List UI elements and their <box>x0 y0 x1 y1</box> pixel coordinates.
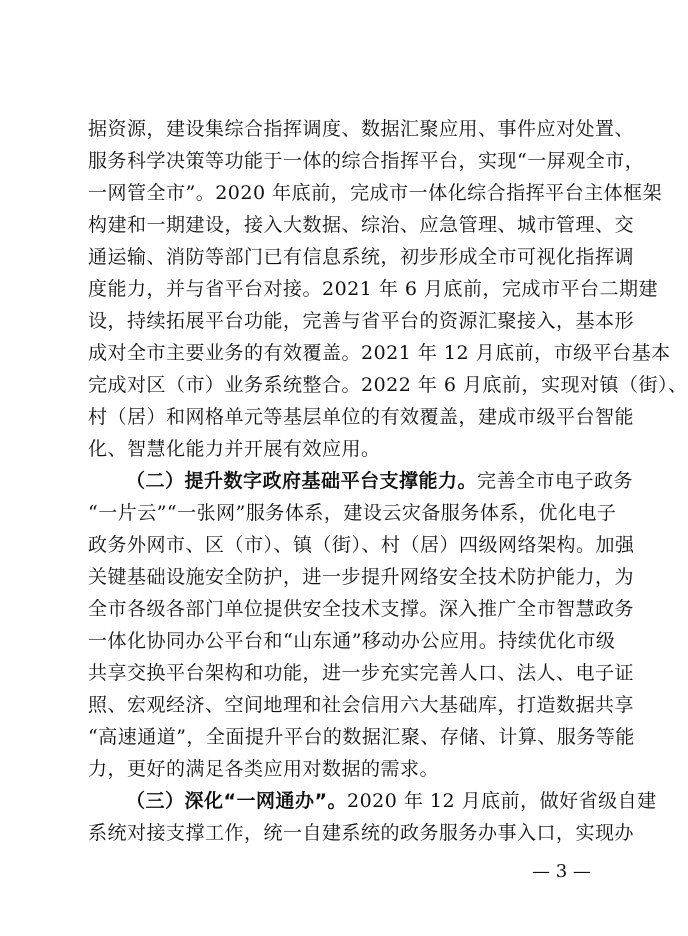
body-text-line: 化、智慧化能力并开展有效应用。 <box>88 438 381 460</box>
body-text-line: 据资源，建设集综合指挥调度、数据汇聚应用、事件应对处置、 <box>88 118 635 140</box>
body-text-line: “一片云”“一张网”服务体系，建设云灾备服务体系，优化电子 <box>88 502 617 524</box>
body-text-line: 系统对接支撑工作，统一自建系统的政务服务办事入口，实现办 <box>88 822 635 844</box>
body-text-line: 力，更好的满足各类应用对数据的需求。 <box>88 758 440 780</box>
body-text-line: 村（居）和网格单元等基层单位的有效覆盖，建成市级平台智能 <box>88 406 635 428</box>
body-text-line: 成对全市主要业务的有效覆盖。2021 年 12 月底前，市级平台基本 <box>88 342 671 364</box>
body-text-line: 照、宏观经济、空间地理和社会信用六大基础库，打造数据共享 <box>88 694 635 716</box>
body-text-line: 通运输、消防等部门已有信息系统，初步形成全市可视化指挥调 <box>88 246 635 268</box>
body-text-line: 服务科学决策等功能于一体的综合指挥平台，实现“一屏观全市， <box>88 150 645 172</box>
body-text-line: 全市各级各部门单位提供安全技术支撑。深入推广全市智慧政务 <box>88 598 635 620</box>
body-text-line: 共享交换平台架构和功能，进一步充实完善人口、法人、电子证 <box>88 662 635 684</box>
section-two-first-line <box>126 469 634 493</box>
body-text-line: “高速通道”，全面提升平台的数据汇聚、存储、计算、服务等能 <box>88 726 635 748</box>
body-text-line: 设，持续拓展平台功能，完善与省平台的资源汇聚接入，基本形 <box>88 310 635 332</box>
body-text-line: 一体化协同办公平台和“山东通”移动办公应用。持续优化市级 <box>88 630 616 652</box>
section-two-first-line-text: 完善全市电子政务 <box>477 470 634 492</box>
body-text-line: 关键基础设施安全防护，进一步提升网络安全技术防护能力，为 <box>88 566 635 588</box>
section-two-heading: （二）提升数字政府基础平台支撑能力。 <box>126 470 478 492</box>
body-text-line: 完成对区（市）业务系统整合。2022 年 6 月底前，实现对镇（街）、 <box>88 374 688 396</box>
section-three-first-line <box>126 789 657 813</box>
body-text-line: 构建和一期建设，接入大数据、综治、应急管理、城市管理、交 <box>88 214 635 236</box>
section-three-first-line-text: 2020 年 12 月底前，做好省级自建 <box>346 790 657 812</box>
section-three-heading: （三）深化“一网通办”。 <box>126 790 347 812</box>
body-text-line: 度能力，并与省平台对接。2021 年 6 月底前，完成市平台二期建 <box>88 278 659 300</box>
body-text-line: 政务外网市、区（市）、镇（街）、村（居）四级网络架构。加强 <box>88 534 635 556</box>
body-text-line: 一网管全市”。2020 年底前，完成市一体化综合指挥平台主体框架 <box>88 182 663 204</box>
page-number: — 3 — <box>532 861 591 882</box>
